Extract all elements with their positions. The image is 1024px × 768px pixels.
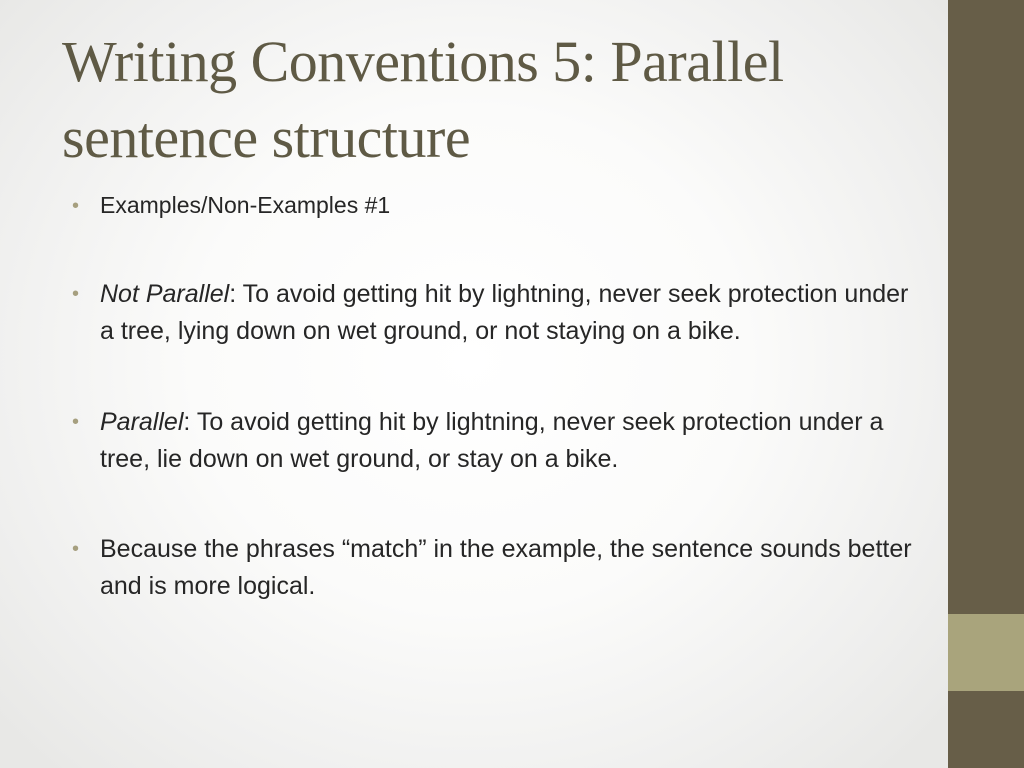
bullet-item <box>72 186 922 224</box>
bullet-list <box>72 186 922 605</box>
bullet-item <box>72 531 922 605</box>
slide-title: Writing Conventions 5: Parallel sentence structure <box>62 29 784 170</box>
bullet-text: Because the phrases “match” in the example, the sentence sounds better and is more logical. <box>100 535 912 600</box>
bullet-item <box>72 404 922 478</box>
bullet-text: : To avoid getting hit by lightning, never seek protection under a tree, lying down on wet ground, or not staying on a bike. <box>100 280 909 345</box>
bullet-text: : To avoid getting hit by lightning, never seek protection under a tree, lie down on wet ground, or stay on a bike. <box>100 408 884 473</box>
bullet-dot-icon: • <box>72 195 80 217</box>
decorative-sidebar-accent <box>948 614 1024 691</box>
bullet-dot-icon: • <box>72 411 80 433</box>
bullet-dot-icon: • <box>72 538 80 560</box>
bullet-label: Not Parallel <box>100 280 230 308</box>
bullet-item <box>72 276 922 350</box>
bullet-text: Examples/Non-Examples #1 <box>100 192 391 218</box>
bullet-dot-icon: • <box>72 283 80 305</box>
bullet-label: Parallel <box>100 408 184 436</box>
